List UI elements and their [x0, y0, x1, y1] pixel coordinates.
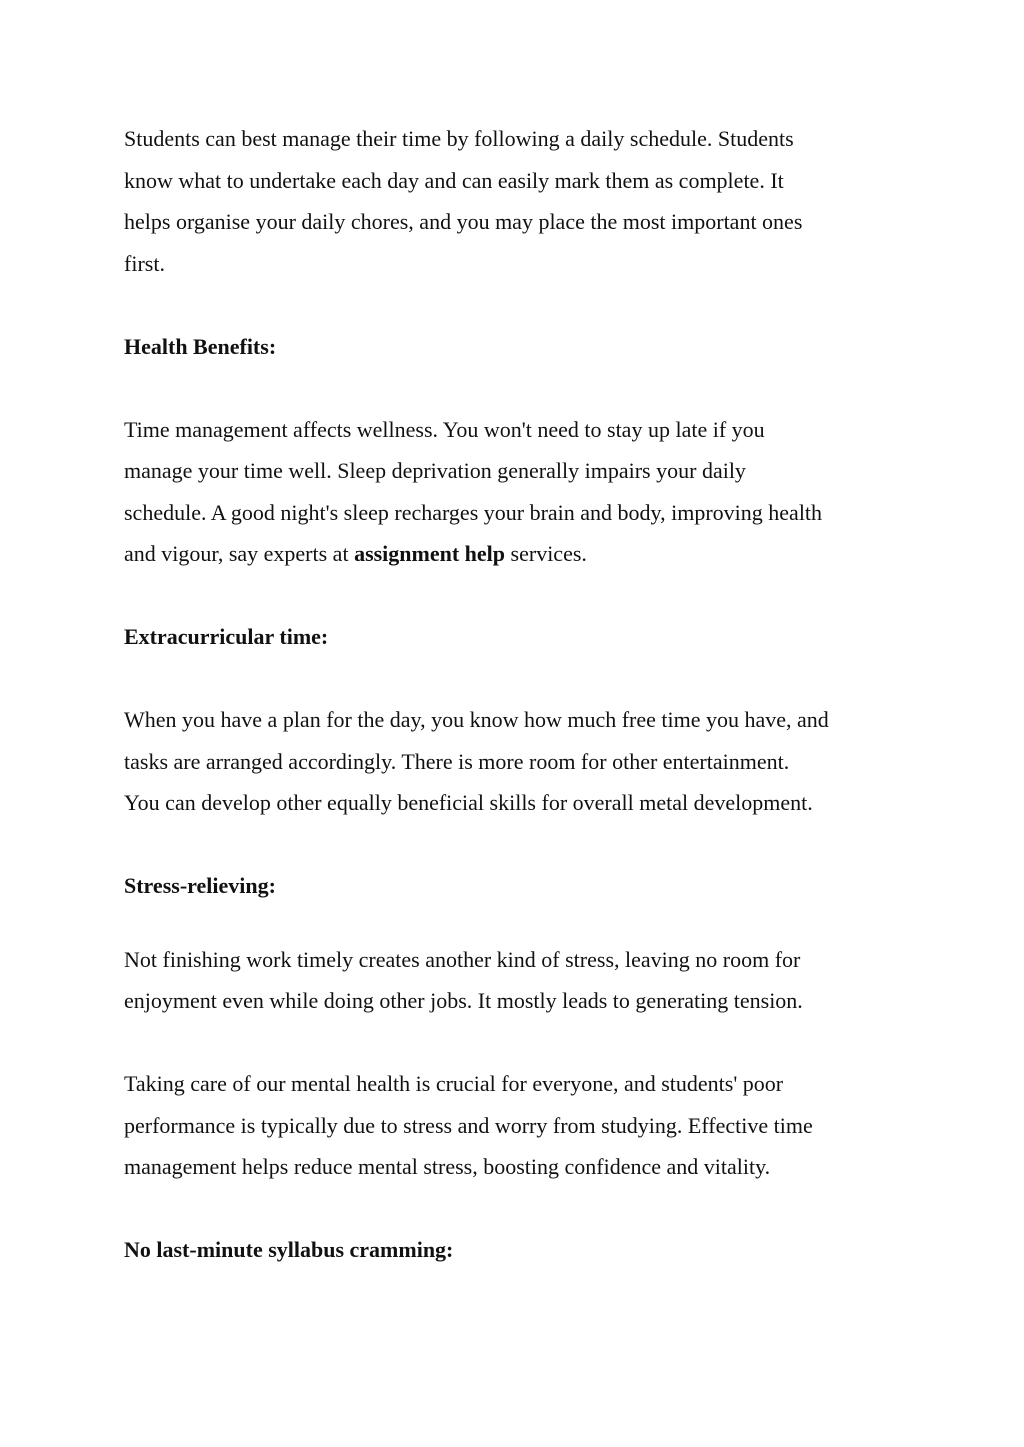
paragraph-2-line-4-text: and vigour, say experts at [124, 541, 355, 566]
paragraph-1-line-2: know what to undertake each day and can easily mark them as complete. It [124, 168, 784, 193]
paragraph-5-line-2: performance is typically due to stress and worry from studying. Effective time [124, 1113, 813, 1138]
heading-health-benefits: Health Benefits: [124, 334, 277, 359]
paragraph-2-line-4 [124, 541, 587, 567]
paragraph-2-line-3: schedule. A good night's sleep recharges your brain and body, improving health [124, 500, 823, 525]
heading-extracurricular-time: Extracurricular time: [124, 624, 329, 649]
assignment-help-text: assignment help [354, 541, 506, 566]
paragraph-1-line-4: first. [124, 251, 165, 276]
heading-no-last-minute-cramming: No last-minute syllabus cramming: [124, 1237, 454, 1262]
paragraph-3-line-3: You can develop other equally beneficial skills for overall metal development. [124, 790, 813, 815]
heading-stress-relieving: Stress-relieving: [124, 873, 276, 898]
paragraph-2-line-2: manage your time well. Sleep deprivation generally impairs your daily [124, 458, 746, 483]
paragraph-2-line-1: Time management affects wellness. You won't need to stay up late if you [124, 417, 765, 442]
paragraph-1-line-1: Students can best manage their time by following a daily schedule. Students [124, 126, 794, 151]
paragraph-5-line-3: management helps reduce mental stress, boosting confidence and vitality. [124, 1154, 771, 1179]
paragraph-3-line-2: tasks are arranged accordingly. There is more room for other entertainment. [124, 749, 790, 774]
paragraph-1-line-3: helps organise your daily chores, and you may place the most important ones [124, 209, 803, 234]
paragraph-4-line-2: enjoyment even while doing other jobs. It mostly leads to generating tension. [124, 988, 803, 1013]
paragraph-5-line-1: Taking care of our mental health is crucial for everyone, and students' poor [124, 1071, 784, 1096]
paragraph-3-line-1: When you have a plan for the day, you know how much free time you have, and [124, 707, 829, 732]
paragraph-2-line-4-end: services. [505, 541, 587, 566]
paragraph-4-line-1: Not finishing work timely creates another kind of stress, leaving no room for [124, 947, 801, 972]
